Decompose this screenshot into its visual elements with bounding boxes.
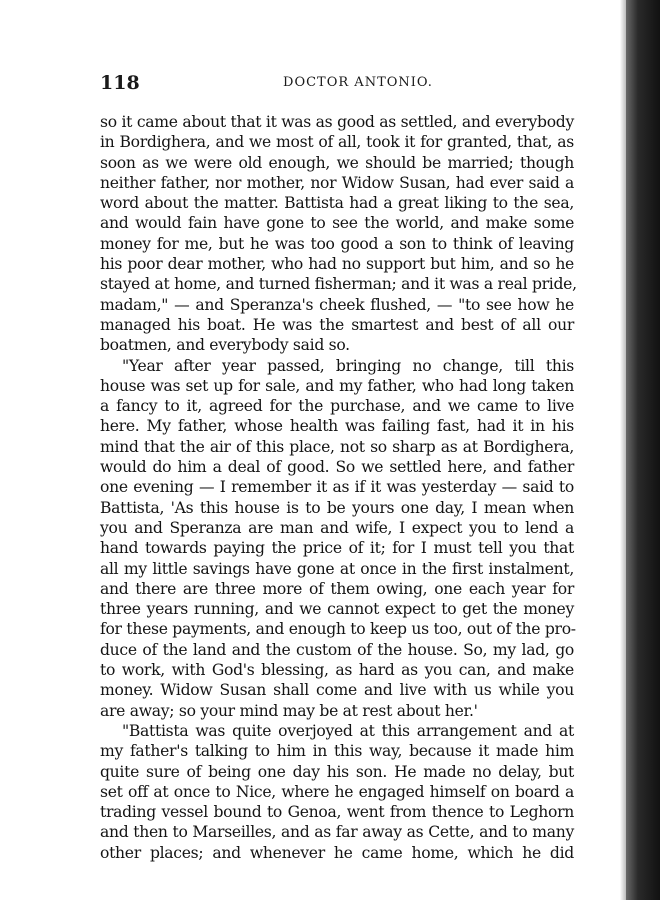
- book-binding: [626, 0, 660, 900]
- paragraph: [100, 112, 577, 356]
- text-line: and there are three more of them owing, one each year for: [100, 579, 574, 598]
- text-line: other places; and whenever he came home, which he did: [100, 843, 574, 862]
- text-line: madam," — and Speranza's cheek flushed, — "to see how he: [100, 295, 574, 314]
- body-text: [100, 112, 577, 863]
- text-line: you and Speranza are man and wife, I expect you to lend a: [100, 518, 574, 537]
- paragraph: [100, 721, 574, 863]
- text-line: managed his boat. He was the smartest and best of all our: [100, 315, 574, 334]
- text-line: word about the matter. Battista had a great liking to the sea,: [100, 194, 574, 213]
- text-line: would do him a deal of good. So we settled here, and father: [100, 458, 574, 477]
- page-header: [100, 72, 576, 94]
- text-line: for these payments, and enough to keep us too, out of the pro-: [100, 620, 576, 639]
- text-line: soon as we were old enough, we should be married; though: [100, 153, 574, 172]
- text-line: one evening — I remember it as if it was yesterday — said to: [100, 478, 574, 497]
- text-line: all my little savings have gone at once in the first instalment,: [100, 559, 574, 578]
- text-line: my father's talking to him in this way, because it made him: [100, 742, 574, 761]
- text-line: mind that the air of this place, not so sharp as at Bordighera,: [100, 437, 574, 456]
- text-line: are away; so your mind may be at rest about her.': [100, 701, 478, 720]
- text-line: here. My father, whose health was failing fast, had it in his: [100, 417, 574, 436]
- paragraphs: [100, 112, 577, 863]
- text-line: a fancy to it, agreed for the purchase, and we came to live: [100, 397, 574, 416]
- text-line: duce of the land and the custom of the house. So, my lad, go: [100, 640, 574, 659]
- text-line: hand towards paying the price of it; for I must tell you that: [100, 539, 574, 558]
- text-line: "Year after year passed, bringing no change, till this: [122, 356, 574, 375]
- running-head: DOCTOR ANTONIO.: [283, 75, 433, 90]
- text-line: Battista, 'As this house is to be yours one day, I mean when: [100, 498, 574, 517]
- text-line: and then to Marseilles, and as far away as Cette, and to many: [100, 823, 574, 842]
- text-line: and would fain have gone to see the world, and make some: [100, 214, 574, 233]
- text-line: money for me, but he was too good a son to think of leaving: [100, 234, 574, 253]
- page-number: 118: [100, 72, 140, 94]
- text-line: money. Widow Susan shall come and live with us while you: [100, 681, 574, 700]
- paragraph: [100, 356, 574, 721]
- text-line: stayed at home, and turned fisherman; and it was a real pride,: [100, 275, 577, 294]
- text-line: three years running, and we cannot expect to get the money: [100, 600, 574, 619]
- text-line: boatmen, and everybody said so.: [100, 336, 350, 355]
- text-line: in Bordighera, and we most of all, took it for granted, that, as: [100, 133, 574, 152]
- text-line: to work, with God's blessing, as hard as you can, and make: [100, 661, 574, 680]
- text-line: neither father, nor mother, nor Widow Susan, had ever said a: [100, 173, 574, 192]
- text-line: trading vessel bound to Genoa, went from thence to Leghorn: [100, 803, 574, 822]
- text-line: set off at once to Nice, where he engaged himself on board a: [100, 782, 574, 801]
- text-line: house was set up for sale, and my father, who had long taken: [100, 376, 574, 395]
- text-line: "Battista was quite overjoyed at this arrangement and at: [122, 721, 574, 740]
- text-line: his poor dear mother, who had no support but him, and so he: [100, 255, 574, 274]
- text-line: so it came about that it was as good as settled, and everybody: [100, 113, 574, 131]
- text-line: quite sure of being one day his son. He made no delay, but: [100, 762, 574, 781]
